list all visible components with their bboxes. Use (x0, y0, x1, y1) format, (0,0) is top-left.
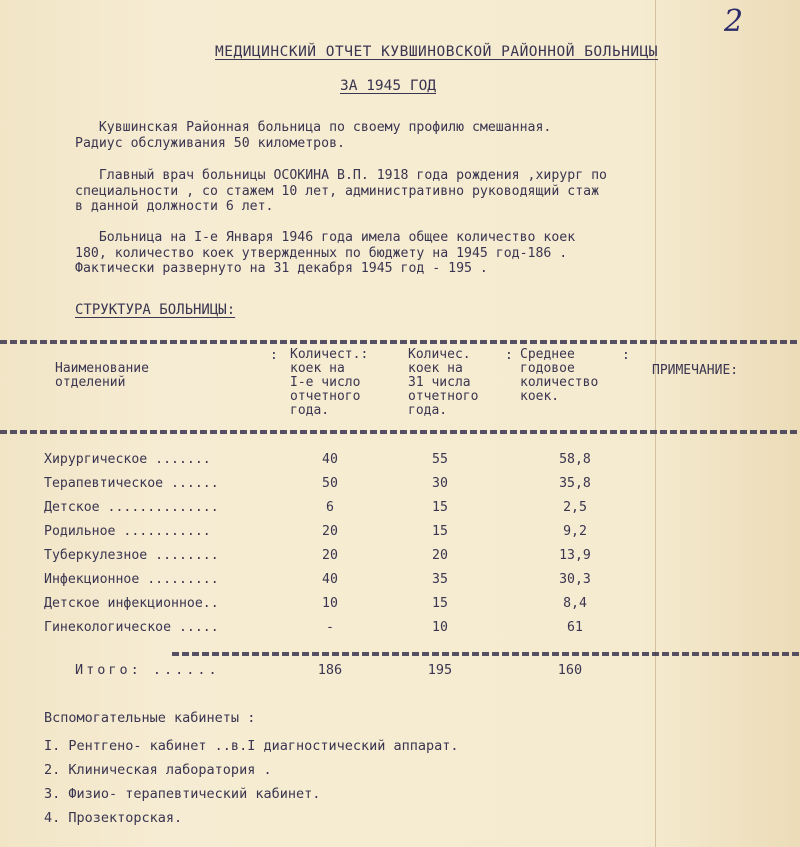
beds-start: 10 (322, 596, 338, 611)
beds-start: 40 (322, 452, 338, 467)
beds-average: 8,4 (563, 596, 587, 611)
total-beds-start: 186 (317, 662, 343, 678)
table-top-rule (0, 340, 800, 344)
list-item: 2. Клиническая лаборатория . (44, 762, 272, 778)
total-beds-end: 195 (427, 662, 453, 678)
table-row (0, 476, 800, 500)
beds-average: 30,3 (559, 572, 591, 587)
paragraph-chief-doctor: Главный врач больницы ОСОКИНА В.П. 1918 года рождения ,хирург по специальности , со стажем 10 лет, административно руководящий стаж в данной должности 6 лет. (75, 168, 607, 214)
list-item: 3. Физио- терапевтический кабинет. (44, 786, 321, 802)
beds-start: 40 (322, 572, 338, 587)
header-average-beds: Среднее годовое количество коек. (520, 347, 599, 404)
table-header-rule (0, 430, 800, 434)
beds-end: 35 (432, 572, 448, 587)
page-number: 2 (724, 4, 744, 39)
beds-end: 20 (432, 548, 448, 563)
table-row (0, 500, 800, 524)
beds-start: 50 (322, 476, 338, 491)
beds-average: 2,5 (563, 500, 587, 515)
department-name: Детское .............. (44, 500, 219, 515)
table-row (0, 596, 800, 620)
department-name: Детское инфекционное.. (44, 596, 219, 611)
document-subtitle: ЗА 1945 ГОД (340, 78, 437, 94)
department-name: Гинекологическое ..... (44, 620, 219, 635)
header-beds-start-of-year: Количест.: коек на I-е число отчетного года. (290, 347, 369, 418)
department-name: Родильное ........... (44, 524, 211, 539)
column-separator: : (505, 348, 513, 363)
list-item: 4. Прозекторская. (44, 810, 183, 826)
beds-start: 20 (322, 524, 338, 539)
beds-end: 30 (432, 476, 448, 491)
beds-average: 9,2 (563, 524, 587, 539)
beds-end: 10 (432, 620, 448, 635)
beds-average: 35,8 (559, 476, 591, 491)
department-name: Хирургическое ....... (44, 452, 211, 467)
header-department-name: Наименование отделений (55, 361, 149, 390)
table-row (0, 548, 800, 572)
paragraph-profile: Кувшинская Районная больница по своему профилю смешанная. Радиус обслуживания 50 километров. (75, 120, 552, 151)
column-separator: : (270, 348, 278, 363)
header-beds-end-of-year: Количес. коек на 31 числа отчетного года. (408, 347, 479, 418)
beds-start: - (326, 620, 334, 635)
beds-start: 6 (326, 500, 334, 515)
beds-average: 58,8 (559, 452, 591, 467)
beds-end: 15 (432, 524, 448, 539)
auxiliary-rooms-heading: Вспомогательные кабинеты : (44, 710, 256, 726)
page-fold (655, 0, 656, 847)
header-note: ПРИМЕЧАНИЕ: (652, 363, 739, 378)
document-title: МЕДИЦИНСКИЙ ОТЧЕТ КУВШИНОВСКОЙ РАЙОННОЙ БОЛЬНИЦЫ (215, 44, 659, 60)
beds-end: 15 (432, 500, 448, 515)
table-total-rule (172, 652, 800, 656)
table-row (0, 452, 800, 476)
paragraph-bed-count: Больница на I-е Января 1946 года имела общее количество коек 180, количество коек утвержденных по бюджету на 1945 год-186 . Фактически развернуто на 31 декабря 1945 год - 195 . (75, 230, 576, 276)
list-item: I. Рентгено- кабинет ..в.I диагностический аппарат. (44, 738, 459, 754)
department-name: Инфекционное ......... (44, 572, 219, 587)
auxiliary-rooms-list (44, 738, 459, 834)
table-row (0, 572, 800, 596)
beds-average: 61 (567, 620, 583, 635)
beds-start: 20 (322, 548, 338, 563)
department-name: Терапевтическое ...... (44, 476, 219, 491)
total-beds-average: 160 (557, 662, 583, 678)
department-name: Туберкулезное ........ (44, 548, 219, 563)
total-label: Итого: ...... (75, 662, 220, 678)
table-row (0, 620, 800, 644)
beds-average: 13,9 (559, 548, 591, 563)
beds-end: 15 (432, 596, 448, 611)
table-row (0, 524, 800, 548)
structure-heading: СТРУКТУРА БОЛЬНИЦЫ: (75, 302, 236, 318)
beds-end: 55 (432, 452, 448, 467)
column-separator: : (622, 348, 630, 363)
table-body (0, 452, 800, 644)
